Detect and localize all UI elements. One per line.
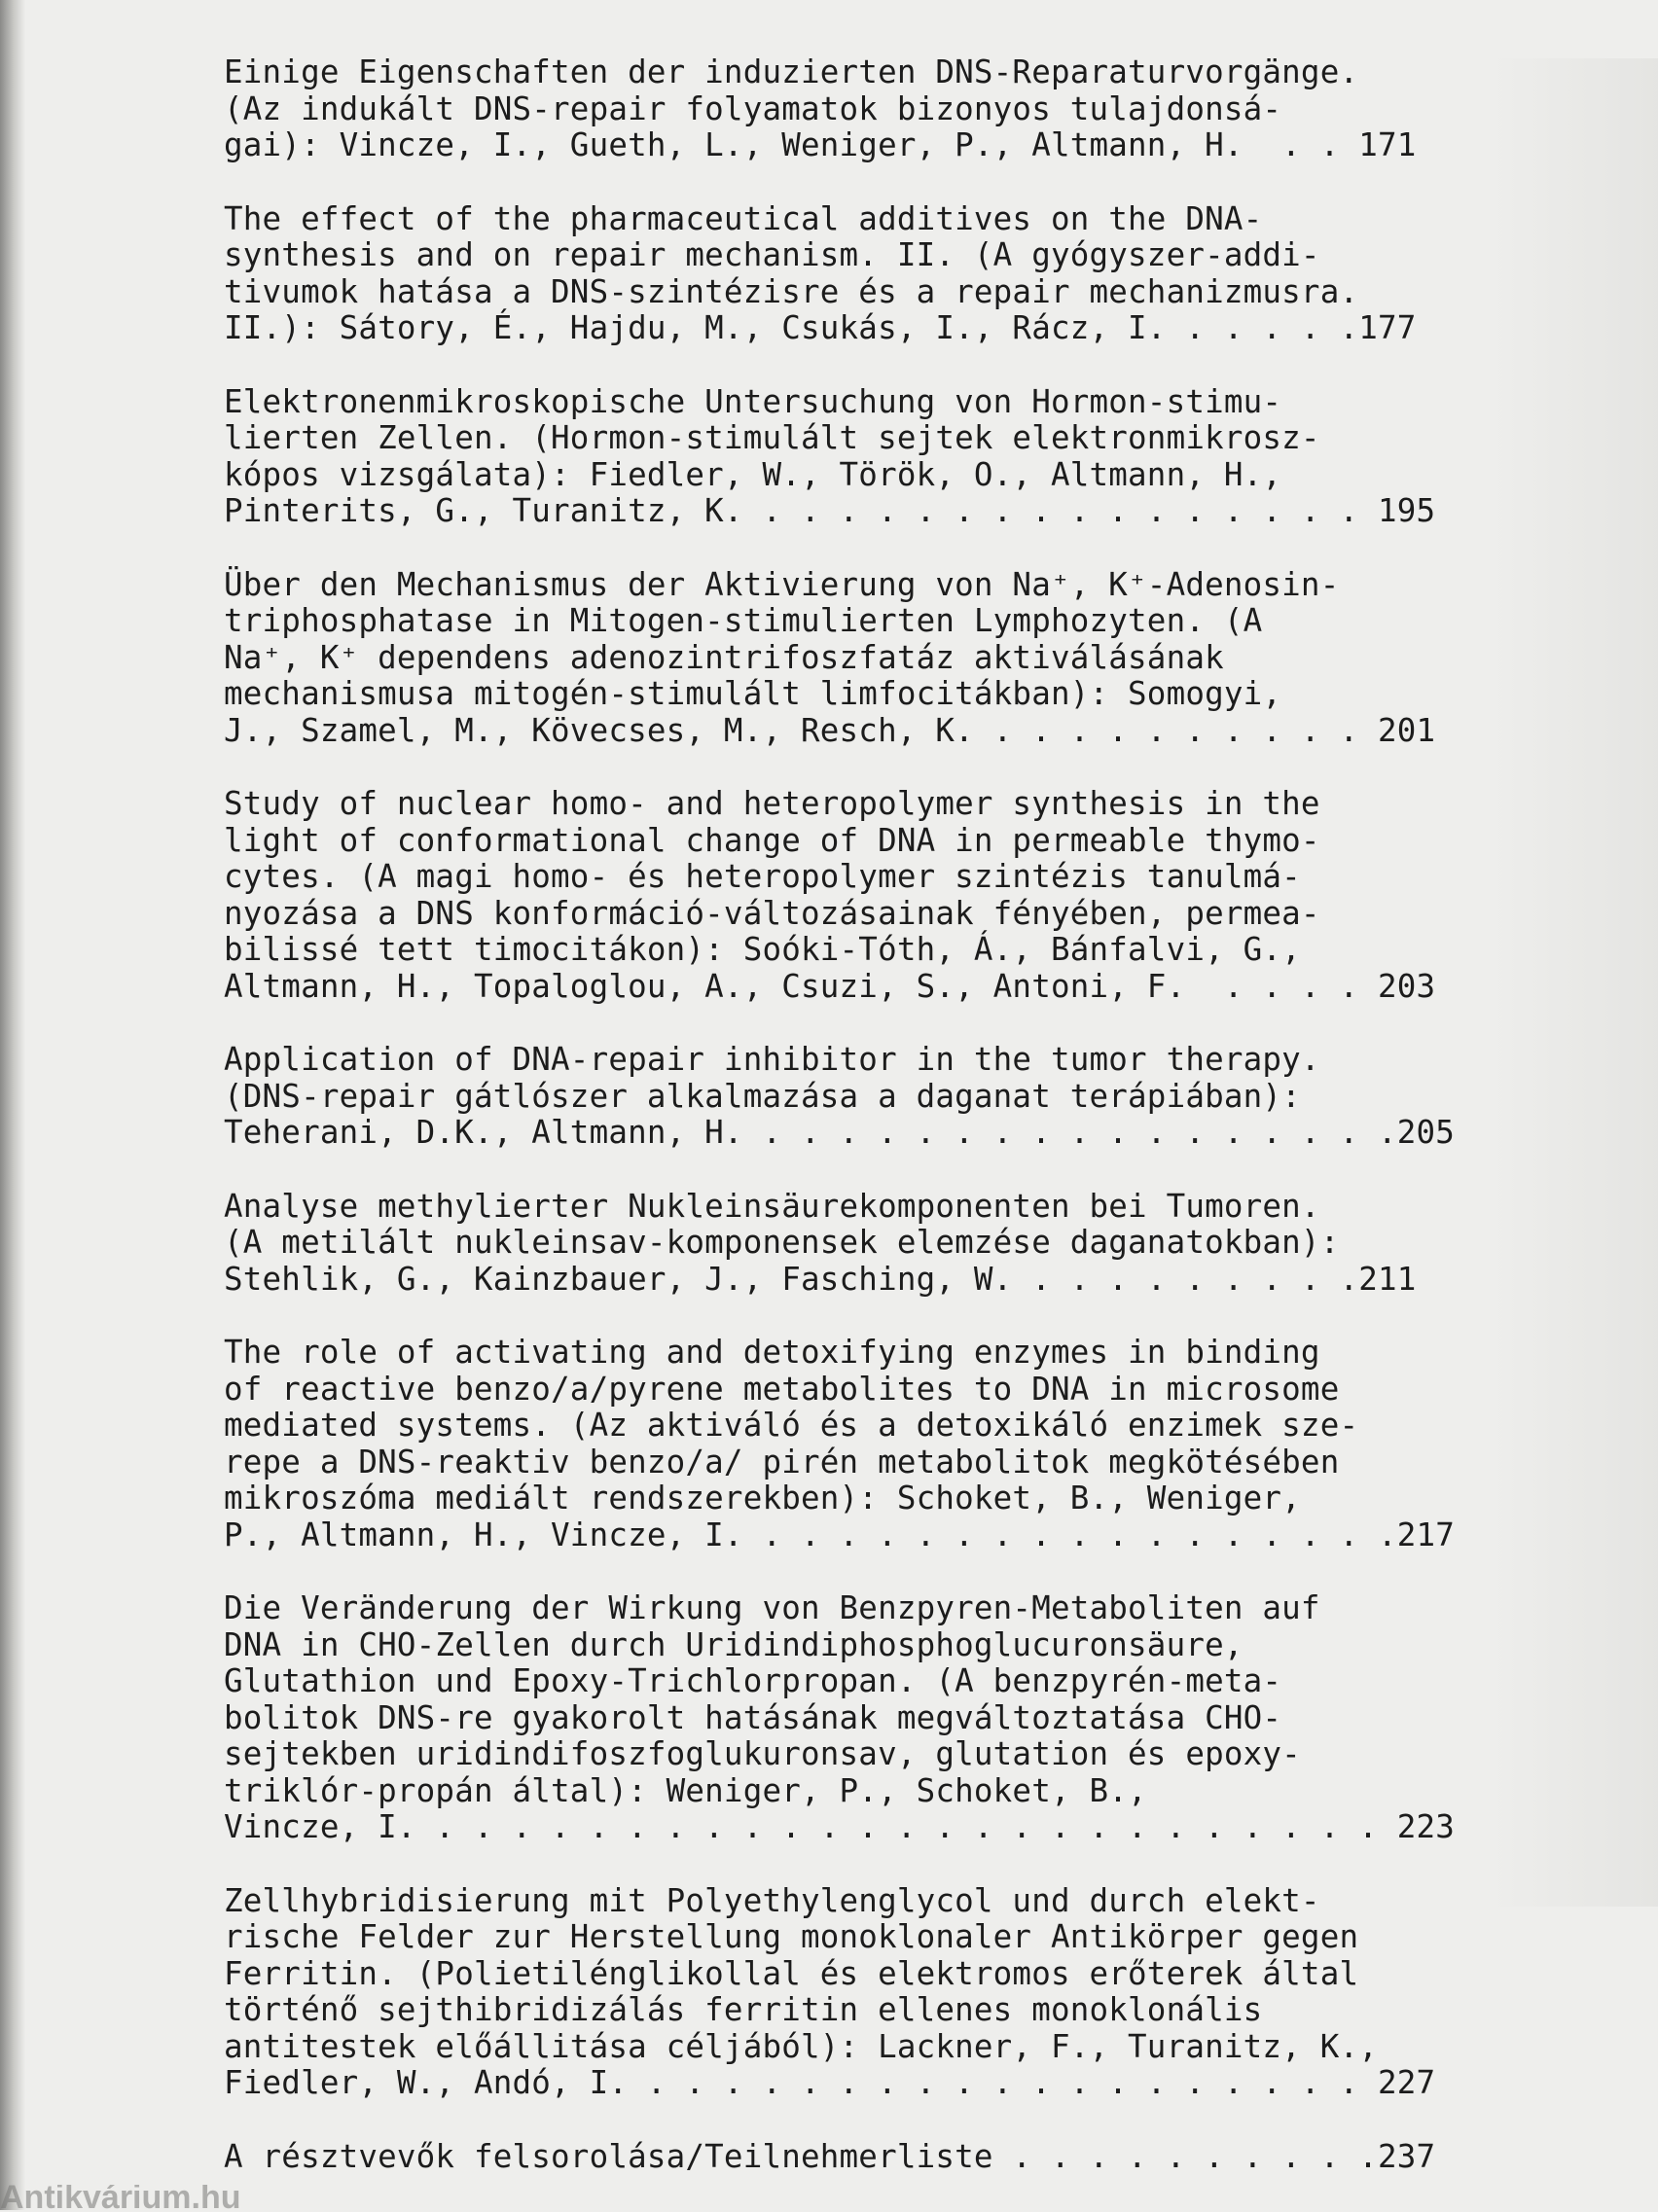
entry-line: DNA in CHO-Zellen durch Uridindiphosphoglucuronsäure, — [224, 1625, 1244, 1663]
entry-line: rische Felder zur Herstellung monoklonaler Antikörper gegen — [224, 1918, 1359, 1955]
table-of-contents — [224, 54, 1586, 2212]
entry-line: The role of activating and detoxifying enzymes in binding — [224, 1334, 1320, 1371]
entry-line: sejtekben uridindifoszfoglukuronsav, glutation és epoxy- — [224, 1735, 1301, 1772]
entry-line: light of conformational change of DNA in permeable thymo- — [224, 821, 1320, 859]
entry-line: Glutathion und Epoxy-Trichlorpropan. (A benzpyrén-meta- — [224, 1662, 1282, 1699]
entry-last-line — [224, 713, 1586, 750]
entry-line: Zellhybridisierung mit Polyethylenglycol und durch elekt- — [224, 1881, 1320, 1919]
entry-line: kópos vizsgálata): Fiedler, W., Török, O., Altmann, H., — [224, 455, 1282, 493]
page-number: 227 — [1378, 2064, 1436, 2101]
entry-line: The effect of the pharmaceutical additives on the DNA- — [224, 199, 1263, 237]
entry-line: cytes. (A magi homo- és heteropolymer szintézis tanulmá- — [224, 858, 1301, 895]
toc-entry — [224, 567, 1586, 750]
entry-line: (Az indukált DNS-repair folyamatok bizonyos tulajdonsá- — [224, 89, 1282, 127]
page-number: 177 — [1358, 309, 1417, 346]
toc-entry-participants — [224, 2139, 1586, 2176]
page-edge-shadow — [0, 0, 25, 2210]
toc-entry — [224, 1042, 1586, 1152]
entry-line: mediated systems. (Az aktiváló és a detoxikáló enzimek sze- — [224, 1407, 1359, 1444]
entry-text-tail: Pinterits, G., Turanitz, K. . . . . . . . . . . . . . . . . — [224, 492, 1378, 529]
entry-line: bolitok DNS-re gyakorolt hatásának megváltoztatása CHO- — [224, 1698, 1282, 1736]
entry-last-line — [224, 2139, 1586, 2176]
entry-line: mikroszóma mediált rendszerekben): Schoket, B., Weniger, — [224, 1480, 1301, 1516]
entry-line: antitestek előállitása céljából): Lackner, F., Turanitz, K., — [224, 2027, 1378, 2065]
entry-text-tail: Vincze, I. . . . . . . . . . . . . . . . . . . . . . . . . . — [224, 1808, 1397, 1845]
entry-last-line — [224, 493, 1586, 530]
entry-line: bilissé tett timocitákon): Soóki-Tóth, Á., Bánfalvi, G., — [224, 931, 1301, 968]
entry-line: of reactive benzo/a/pyrene metabolites to DNA in microsome — [224, 1370, 1340, 1408]
watermark: Antikvárium.hu — [0, 2185, 241, 2210]
entry-last-line — [224, 1517, 1586, 1554]
entry-text-tail: J., Szamel, M., Kövecses, M., Resch, K. . . . . . . . . . . — [224, 711, 1378, 749]
entry-line: történő sejthibridizálás ferritin ellenes monoklonális — [224, 1991, 1263, 2028]
entry-last-line — [224, 1809, 1586, 1846]
page-number: 205 — [1396, 1114, 1456, 1151]
toc-entry — [224, 786, 1586, 1005]
page-number: 201 — [1378, 711, 1436, 749]
entry-line: repe a DNS-reaktiv benzo/a/ pirén metabolitok megkötésében — [224, 1443, 1340, 1481]
entry-text-tail: A résztvevők felsorolása/Teilnehmerliste . . . . . . . . . . — [224, 2137, 1378, 2175]
entry-line: lierten Zellen. (Hormon-stimulált sejtek elektronmikrosz- — [224, 419, 1320, 456]
entry-last-line — [224, 127, 1586, 164]
entry-line: Application of DNA-repair inhibitor in the tumor therapy. — [224, 1041, 1320, 1078]
entry-last-line — [224, 1115, 1586, 1152]
entry-text-tail: II.): Sátory, É., Hajdu, M., Csukás, I., Rácz, I. . . . . . — [224, 309, 1359, 346]
entry-last-line — [224, 310, 1586, 347]
toc-entry — [224, 384, 1586, 530]
entry-line: Analyse methylierter Nukleinsäurekomponenten bei Tumoren. — [224, 1187, 1320, 1225]
page-number: 237 — [1378, 2137, 1436, 2175]
entry-line: Na⁺, K⁺ dependens adenozintrifoszfatáz aktiválásának — [224, 638, 1224, 676]
toc-entry — [224, 1189, 1586, 1299]
toc-entry — [224, 201, 1586, 347]
entry-line: Über den Mechanismus der Aktivierung von Na⁺, K⁺-Adenosin- — [224, 565, 1340, 603]
toc-entry — [224, 1335, 1586, 1553]
toc-entry — [224, 54, 1586, 164]
entry-line: (DNS-repair gátlószer alkalmazása a daganat terápiában): — [224, 1077, 1301, 1115]
entry-line: tivumok hatása a DNS-szintézisre és a repair mechanizmusra. — [224, 272, 1359, 310]
entry-last-line — [224, 2065, 1586, 2102]
entry-line: Einige Eigenschaften der induzierten DNS-Reparaturvorgänge. — [224, 54, 1359, 90]
entry-text-tail: Stehlik, G., Kainzbauer, J., Fasching, W. . . . . . . . . . — [224, 1260, 1359, 1298]
entry-line: (A metilált nukleinsav-komponensek elemzése daganatokban): — [224, 1224, 1340, 1261]
entry-line: Ferritin. (Polietilénglikollal és elektromos erőterek által — [224, 1954, 1359, 1992]
entry-last-line — [224, 1262, 1586, 1299]
entry-line: Die Veränderung der Wirkung von Benzpyren-Metaboliten auf — [224, 1589, 1320, 1626]
entry-last-line — [224, 969, 1586, 1006]
toc-entry — [224, 1590, 1586, 1846]
page-number: 195 — [1378, 492, 1436, 529]
entry-text-tail: Teherani, D.K., Altmann, H. . . . . . . . . . . . . . . . . . — [224, 1114, 1397, 1151]
entry-text-tail: Altmann, H., Topaloglou, A., Csuzi, S., Antoni, F. . . . . — [224, 967, 1378, 1005]
entry-line: triphosphatase in Mitogen-stimulierten Lymphozyten. (A — [224, 602, 1263, 639]
entry-text-tail: Fiedler, W., Andó, I. . . . . . . . . . . . . . . . . . . . — [224, 2064, 1378, 2101]
entry-line: Elektronenmikroskopische Untersuchung von Hormon-stimu- — [224, 382, 1282, 420]
toc-entry — [224, 1883, 1586, 2102]
page-number: 171 — [1358, 126, 1417, 163]
entry-line: triklór-propán által): Weniger, P., Schoket, B., — [224, 1771, 1147, 1809]
entry-line: mechanismusa mitogén-stimulált limfocitákban): Somogyi, — [224, 675, 1282, 712]
entry-line: nyozása a DNS konformáció-változásainak fényében, permea- — [224, 894, 1320, 932]
page-number: 217 — [1396, 1516, 1456, 1553]
entry-line: synthesis and on repair mechanism. II. (A gyógyszer-addi- — [224, 236, 1320, 273]
entry-line: Study of nuclear homo- and heteropolymer synthesis in the — [224, 785, 1320, 822]
page-number: 223 — [1396, 1808, 1456, 1845]
page-number: 203 — [1378, 967, 1436, 1005]
page-number: 211 — [1358, 1260, 1417, 1298]
entry-text-tail: P., Altmann, H., Vincze, I. . . . . . . . . . . . . . . . . . — [224, 1516, 1397, 1553]
entry-text-tail: gai): Vincze, I., Gueth, L., Weniger, P., Altmann, H. . . — [224, 126, 1359, 163]
